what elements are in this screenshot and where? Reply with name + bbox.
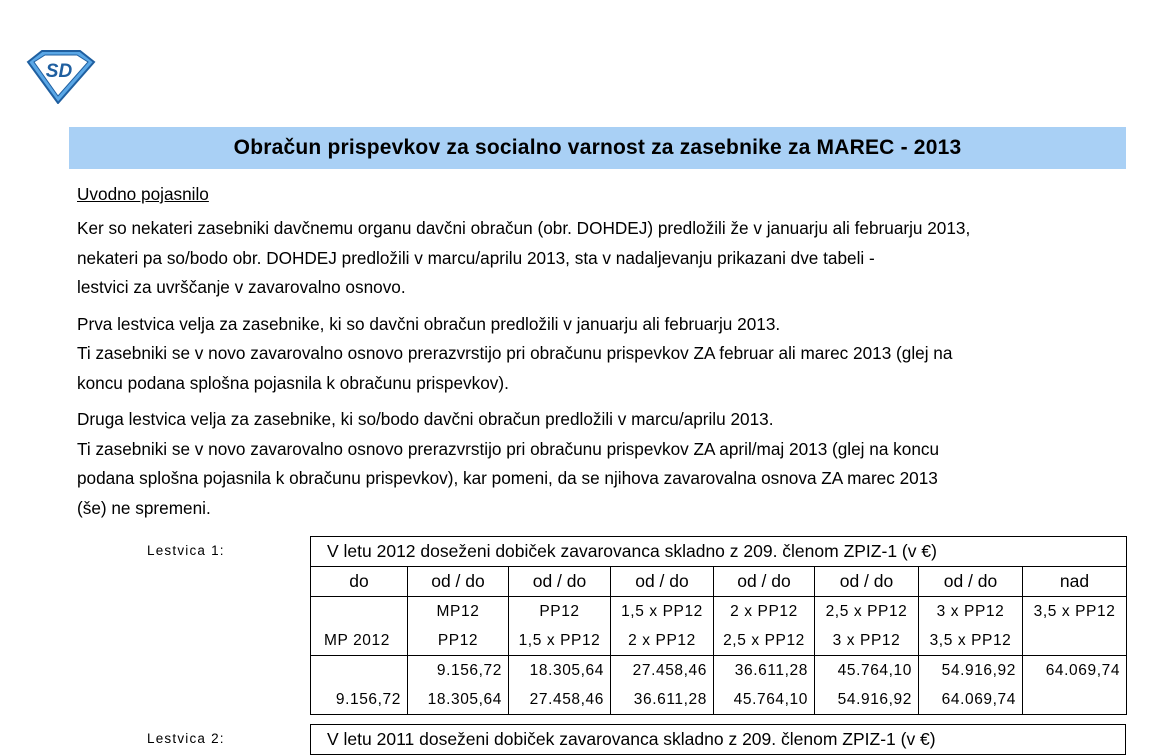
cell-lower: 3,5 x PP12: [929, 632, 1012, 649]
cell-lower: 3 x PP12: [832, 632, 901, 649]
cell-upper: 27.458,46: [632, 662, 707, 679]
page-title: Obračun prispevkov za socialno varnost za zasebnike za MAREC - 2013: [69, 127, 1126, 169]
cell-upper: 2 x PP12: [730, 603, 798, 620]
cell-lower: 27.458,46: [529, 691, 604, 708]
cell-upper: 18.305,64: [529, 662, 604, 679]
cell-upper: 9.156,72: [436, 662, 502, 679]
paragraph-line: Ti zasebniki se v novo zavarovalno osnovo prerazvrstijo pri obračunu prispevkov ZA april/maj 2013 (glej na koncu: [77, 438, 940, 459]
company-logo: [22, 48, 96, 104]
cell-upper: MP12: [436, 603, 480, 620]
cell-upper: 36.611,28: [734, 662, 808, 679]
paragraph-line: Prva lestvica velja za zasebnike, ki so davčni obračun predložili v januarju ali februarju 2013.: [77, 313, 781, 334]
table-cell: [311, 656, 408, 715]
cell-lower: 1,5 x PP12: [518, 632, 601, 649]
table-cell: [714, 656, 815, 715]
column-header: od / do: [509, 567, 611, 597]
paragraph-line: Druga lestvica velja za zasebnike, ki so/bodo davčni obračun predložili v marcu/aprilu 2013.: [77, 409, 774, 429]
column-header: do: [311, 567, 408, 597]
cell-upper: 3,5 x PP12: [1033, 603, 1116, 620]
table-cell: [509, 656, 611, 715]
cell-lower: 54.916,92: [837, 691, 912, 708]
cell-lower: 9.156,72: [335, 691, 401, 708]
column-header: od / do: [714, 567, 815, 597]
cell-lower: 64.069,74: [941, 691, 1016, 708]
paragraph-line: Ker so nekateri zasebniki davčnemu organu davčni obračun (obr. DOHDEJ) predložili že v januarju ali februarju 2013,: [77, 218, 971, 238]
table-cell: [1023, 656, 1127, 715]
table-cell: [919, 656, 1023, 715]
lestvica-1-table: [310, 536, 1127, 715]
paragraph: [77, 310, 1117, 399]
table-cell: [611, 656, 714, 715]
cell-lower: 45.764,10: [733, 691, 808, 708]
cell-upper: 54.916,92: [941, 662, 1016, 679]
cell-lower: 18.305,64: [427, 691, 502, 708]
table-cell: [611, 597, 714, 656]
cell-upper: [311, 656, 407, 685]
cell-lower: [1023, 685, 1126, 714]
intro-section: [77, 180, 1117, 530]
cell-lower: PP12: [437, 632, 479, 649]
table-cell: [408, 656, 509, 715]
paragraph-line: podana splošna pojasnila k obračunu prispevkov), kar pomeni, da se njihova zavarovalna osnova ZA marec 2013: [77, 468, 938, 488]
table-caption: V letu 2011 doseženi dobiček zavarovanca skladno z 209. členom ZPIZ-1 (v €): [311, 725, 1126, 755]
cell-lower: 2 x PP12: [628, 632, 696, 649]
column-header: od / do: [815, 567, 919, 597]
table-cell: [408, 597, 509, 656]
table-cell: [919, 597, 1023, 656]
cell-upper: PP12: [539, 603, 580, 620]
cell-upper: 45.764,10: [837, 662, 912, 679]
column-header: od / do: [408, 567, 509, 597]
intro-heading: Uvodno pojasnilo: [77, 184, 209, 204]
cell-upper: 1,5 x PP12: [621, 603, 703, 620]
lestvica-2-label: Lestvica 2:: [147, 731, 225, 746]
paragraph-line: (še) ne spremeni.: [77, 497, 211, 518]
cell-lower: 2,5 x PP12: [723, 632, 805, 649]
table-cell: [509, 597, 611, 656]
table-cell: [815, 656, 919, 715]
cell-lower: 36.611,28: [633, 691, 707, 708]
cell-upper: 2,5 x PP12: [825, 603, 908, 620]
paragraph-line: lestvici za uvrščanje v zavarovalno osnovo.: [77, 277, 406, 297]
paragraph: [77, 405, 1117, 523]
table-cell: [311, 597, 408, 656]
paragraph: [77, 214, 1117, 303]
cell-upper: 64.069,74: [1045, 662, 1121, 679]
lestvica-2-table: [310, 724, 1126, 755]
cell-lower: [1023, 626, 1126, 655]
paragraph-line: nekateri pa so/bodo obr. DOHDEJ predložili v marcu/aprilu 2013, sta v nadaljevanju prikazani dve tabeli -: [77, 247, 875, 268]
table-cell: [714, 597, 815, 656]
paragraph-line: Ti zasebniki se v novo zavarovalno osnovo prerazvrstijo pri obračunu prispevkov ZA februar ali marec 2013 (glej na: [77, 343, 953, 363]
cell-lower: MP 2012: [324, 632, 390, 649]
table-cell: [1023, 597, 1127, 656]
svg-text:SD: SD: [45, 61, 73, 82]
table-cell: [815, 597, 919, 656]
column-header: nad: [1023, 567, 1127, 597]
column-header: od / do: [919, 567, 1023, 597]
lestvica-1-label: Lestvica 1:: [147, 543, 225, 558]
paragraph-line: koncu podana splošna pojasnila k obračunu prispevkov).: [77, 372, 509, 393]
cell-upper: [311, 597, 407, 626]
cell-upper: 3 x PP12: [936, 603, 1005, 620]
table-caption: V letu 2012 doseženi dobiček zavarovanca skladno z 209. členom ZPIZ-1 (v €): [311, 537, 1127, 567]
column-header: od / do: [611, 567, 714, 597]
